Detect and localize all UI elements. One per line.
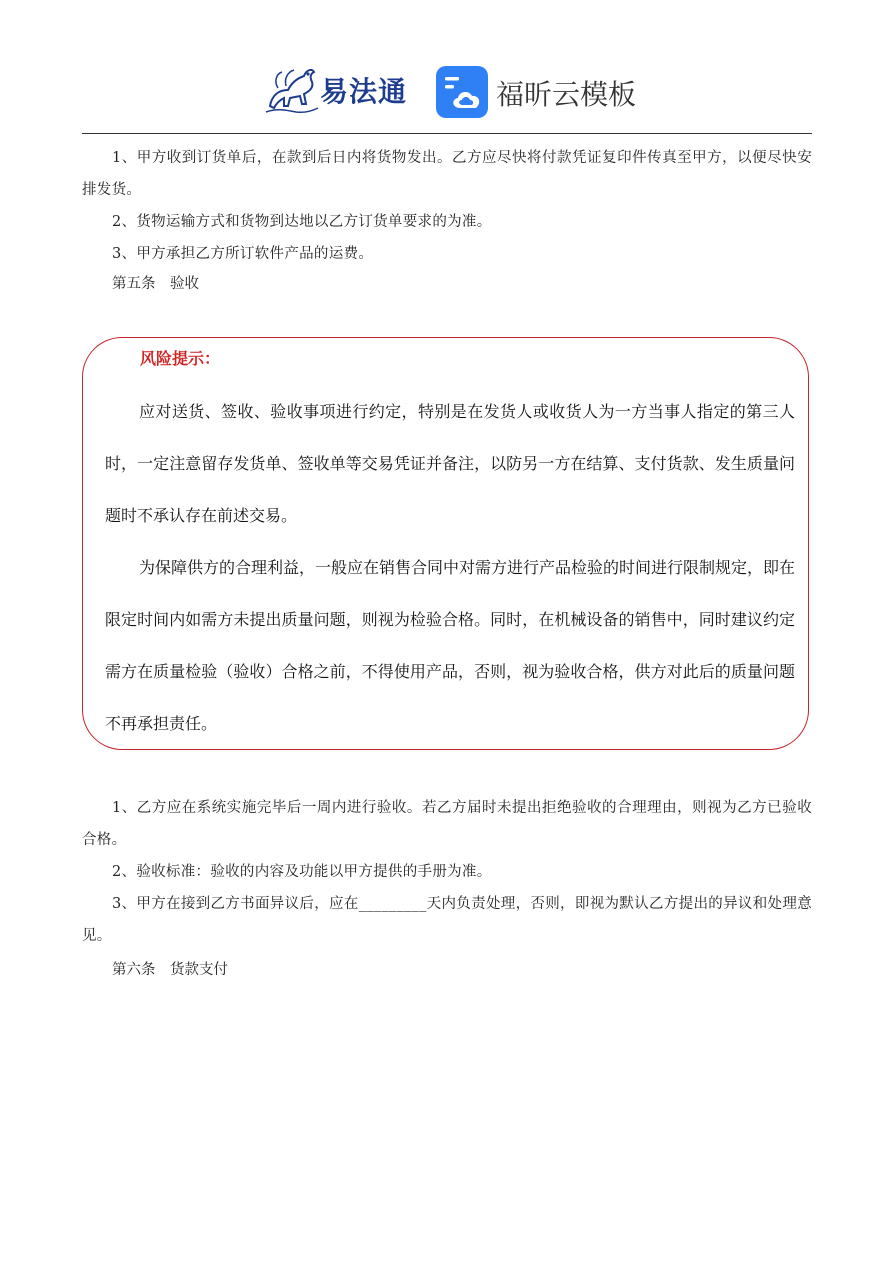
shipping-clause-2: 2、货物运输方式和货物到达地以乙方订货单要求的为准。 (112, 214, 492, 230)
risk-notice-paragraph-2: 为保障供方的合理利益，一般应在销售合同中对需方进行产品检验的时间进行限制规定，即在限定时间内如需方未提出质量问题，则视为检验合格。同时，在机械设备的销售中，同时建议约定需方在质量检验（验收）合格之前，不得使用产品，否则，视为验收合格，供方对此后的质量问题不再承担责任。 (105, 558, 796, 733)
acceptance-clause-3: 3、甲方在接到乙方书面异议后，应在_________天内负责处理，否则，即视为默认乙方提出的异议和处理意见。 (82, 896, 812, 944)
cloud-document-icon (436, 66, 488, 118)
brand-name-fuxin: 福昕云模板 (496, 78, 637, 111)
acceptance-clause-1: 1、乙方应在系统实施完毕后一周内进行验收。若乙方届时未提出拒绝验收的合理理由，则视为乙方已验收合格。 (82, 800, 812, 848)
header-divider (82, 133, 812, 134)
article-6-heading: 第六条 货款支付 (112, 962, 228, 978)
brand-logo-yifatong (262, 60, 422, 120)
shipping-clause-1: 1、甲方收到订货单后，在款到后日内将货物发出。乙方应尽快将付款凭证复印件传真至甲方，以便尽快安排发货。 (82, 150, 812, 198)
brand-name-yifatong: 易法通 (320, 75, 408, 108)
acceptance-clause-2: 2、验收标准：验收的内容及功能以甲方提供的手册为准。 (112, 864, 492, 880)
document-header (0, 0, 893, 136)
shipping-clause-3: 3、甲方承担乙方所订软件产品的运费。 (112, 246, 374, 262)
risk-notice-title: 风险提示： (140, 349, 221, 368)
risk-notice-box (82, 337, 809, 750)
risk-notice-paragraph-1: 应对送货、签收、验收事项进行约定，特别是在发货人或收货人为一方当事人指定的第三人时，一定注意留存发货单、签收单等交易凭证并备注，以防另一方在结算、支付货款、发生质量问题时不承认存在前述交易。 (105, 402, 795, 525)
qilin-emblem-icon (262, 60, 320, 118)
brand-logo-fuxin (436, 66, 646, 118)
article-5-heading: 第五条 验收 (112, 276, 199, 292)
